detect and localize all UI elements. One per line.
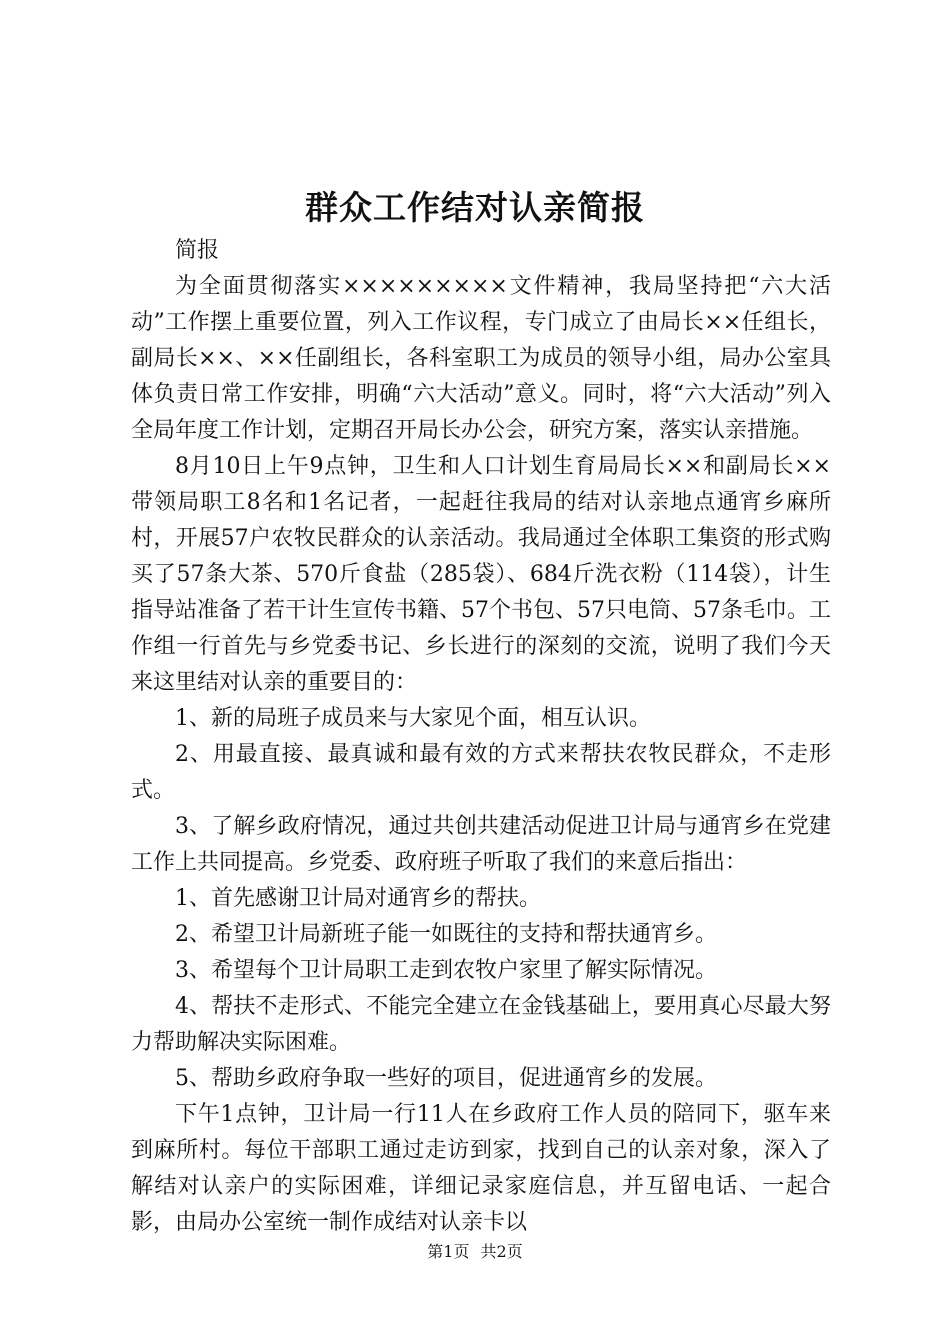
paragraph-label: 简报 [175, 238, 220, 263]
paragraph: 下午1点钟，卫计局一行11人在乡政府工作人员的陪同下，驱车来到麻所村。每位干部职工通过走访到家，找到自己的认亲对象，深入了解结对认亲户的实际困难，详细记录家庭信息，并互留电话、一起合影，由局办公室统一制作成结对认亲卡以 [131, 1102, 831, 1235]
page-footer [0, 1240, 950, 1264]
list-item: 5、帮助乡政府争取一些好的项目，促进通宵乡的发展。 [175, 1066, 717, 1091]
list-item: 3、了解乡政府情况，通过共创共建活动促进卫计局与通宵乡在党建工作上共同提高。乡党委、政府班子听取了我们的来意后指出： [131, 814, 831, 875]
paragraph: 8月10日上午9点钟，卫生和人口计划生育局局长××和副局长××带领局职工8名和1名记者，一起赶往我局的结对认亲地点通宵乡麻所村，开展57户农牧民群众的认亲活动。我局通过全体职工集资的形式购买了57条大茶、570斤食盐（285袋）、684斤洗衣粉（114袋），计生指导站准备了若干计生宣传书籍、57个书包、57只电筒、57条毛巾。工作组一行首先与乡党委书记、乡长进行的深刻的交流，说明了我们今天来这里结对认亲的重要目的： [131, 454, 831, 695]
list-item: 3、希望每个卫计局职工走到农牧户家里了解实际情况。 [175, 958, 717, 983]
list-item: 1、新的局班子成员来与大家见个面，相互认识。 [175, 706, 651, 731]
page-number: 第1页 [427, 1242, 470, 1261]
page-total: 共2页 [480, 1242, 523, 1261]
document-body [131, 233, 831, 1241]
list-item: 4、帮扶不走形式、不能完全建立在金钱基础上，要用真心尽最大努力帮助解决实际困难。 [131, 994, 831, 1055]
list-item: 2、希望卫计局新班子能一如既往的支持和帮扶通宵乡。 [175, 922, 717, 947]
paragraph: 为全面贯彻落实×××××××××文件精神，我局坚持把“六大活动”工作摆上重要位置，列入工作议程，专门成立了由局长××任组长，副局长××、××任副组长，各科室职工为成员的领导小组，局办公室具体负责日常工作安排，明确“六大活动”意义。同时，将“六大活动”列入全局年度工作计划，定期召开局长办公会，研究方案，落实认亲措施。 [131, 274, 831, 443]
list-item: 2、用最直接、最真诚和最有效的方式来帮扶农牧民群众，不走形式。 [131, 742, 831, 803]
list-item: 1、首先感谢卫计局对通宵乡的帮扶。 [175, 886, 541, 911]
document-title: 群众工作结对认亲简报 [305, 188, 645, 227]
